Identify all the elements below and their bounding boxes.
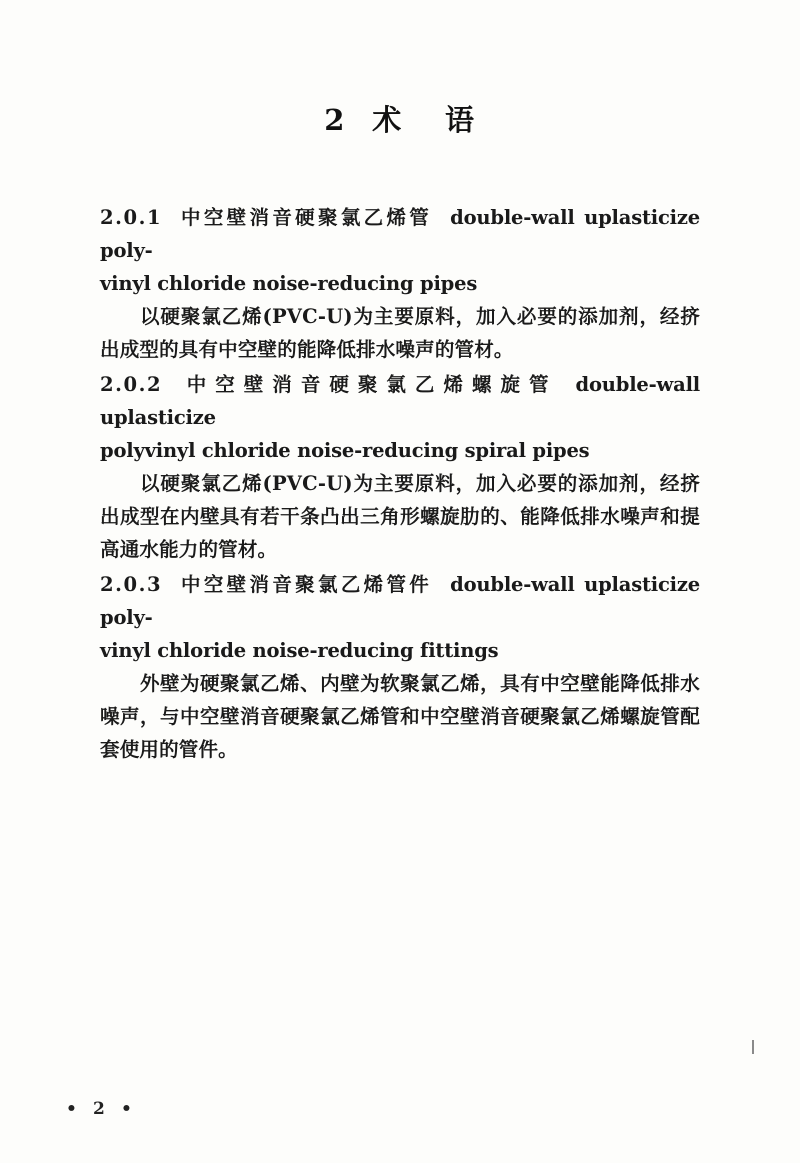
term-en-line2: vinyl chloride noise-reducing pipes [100,272,478,295]
term-index: 2.0.3 [100,573,163,596]
chapter-number: 2 [324,103,347,137]
term-heading [100,568,700,634]
term-index: 2.0.2 [100,373,163,396]
chapter-title-char-2: 语 [444,103,476,137]
term-en-line1: double-wall uplasticize [100,373,700,429]
page-edge-mark [752,1040,754,1054]
term-definition: 外壁为硬聚氯乙烯、内壁为软聚氯乙烯，具有中空壁能降低排水噪声，与中空壁消音硬聚氯乙烯管和中空壁消音硬聚氯乙烯螺旋管配套使用的管件。 [100,672,700,761]
term-entry [100,201,700,366]
page-footer [0,1099,800,1119]
term-heading [100,368,700,434]
term-en-line2: vinyl chloride noise-reducing fittings [100,639,499,662]
term-en-line2: polyvinyl chloride noise-reducing spiral pipes [100,439,590,462]
term-definition: 以硬聚氯乙烯(PVC-U)为主要原料，加入必要的添加剂，经挤出成型的具有中空壁的能降低排水噪声的管材。 [100,305,700,361]
term-entry [100,368,700,566]
term-cn: 中空壁消音聚氯乙烯管件 [178,573,433,596]
page-title [0,0,800,139]
term-en-line1: double-wall uplasticize poly- [100,573,700,629]
term-index: 2.0.1 [100,206,163,229]
chapter-title-char-1: 术 [372,103,403,137]
term-cn: 中空壁消音硬聚氯乙烯管 [178,206,433,229]
page-number: • 2 • [66,1099,137,1119]
term-en-line1: double-wall uplasticize poly- [100,206,700,262]
term-definition: 以硬聚氯乙烯(PVC-U)为主要原料，加入必要的添加剂，经挤出成型在内壁具有若干条凸出三角形螺旋肋的、能降低排水噪声和提高通水能力的管材。 [100,472,700,561]
term-cn: 中空壁消音硬聚氯乙烯螺旋管 [178,373,558,396]
body-content [100,139,700,766]
term-entry [100,568,700,766]
term-heading [100,201,700,267]
